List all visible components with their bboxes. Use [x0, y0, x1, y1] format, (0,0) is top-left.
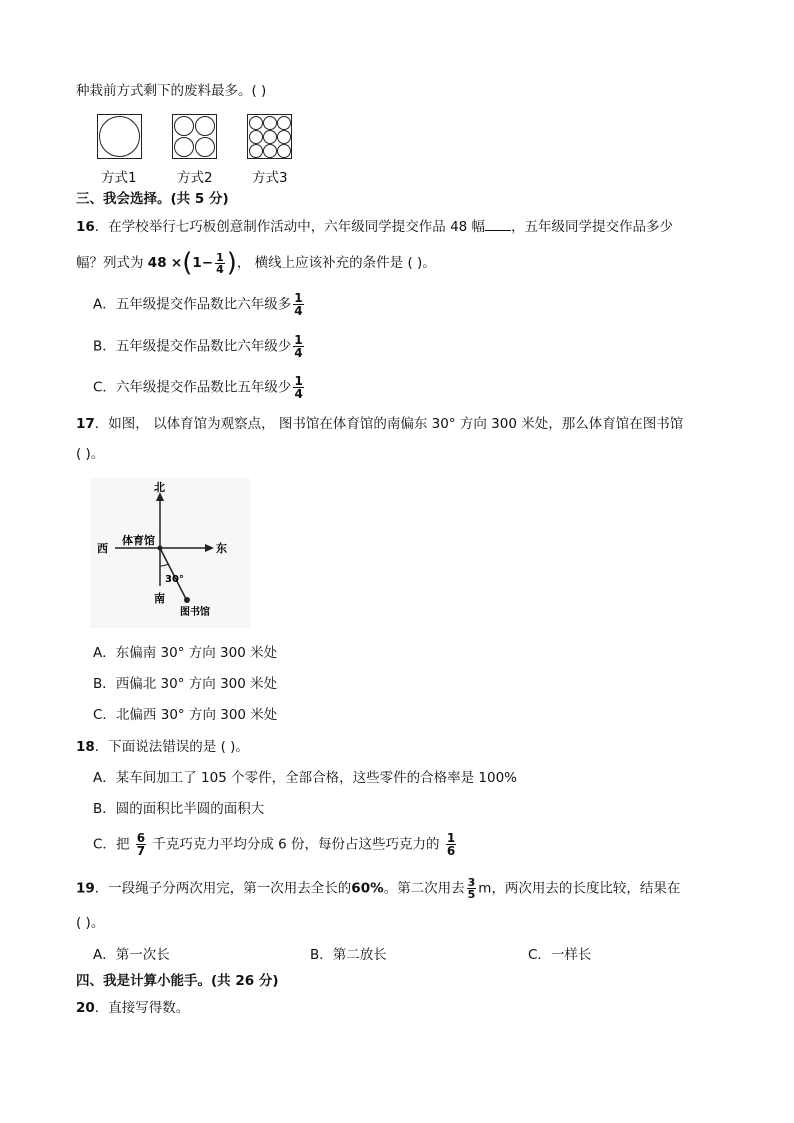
q17-text: 如图， 以体育馆为观察点， 图书馆在体育馆的南偏东 30° 方向 300 米处，那么体育馆在图书馆	[108, 416, 684, 432]
fraction: $\frac{1}{4}$	[294, 374, 303, 401]
unit: m	[478, 880, 492, 897]
circle	[249, 130, 263, 144]
circle	[263, 144, 277, 158]
fraction: $\frac{1}{4}$	[294, 333, 303, 360]
option-c[interactable]: C．一样长	[528, 947, 592, 963]
question-18-line1: 18．下面说法错误的是 ( )。	[76, 739, 249, 755]
q16-text-d: ， 横线上应该补充的条件是 ( )。	[236, 255, 436, 271]
option-b[interactable]: B．圆的面积比半圆的面积大	[93, 801, 265, 817]
east-label: 东	[216, 542, 227, 555]
fraction: $\frac{3}{5}$	[467, 876, 476, 901]
answer-blank[interactable]	[485, 218, 511, 231]
option-b[interactable]: B．第二放长	[310, 947, 387, 963]
question-16-line1: 16．在学校举行七巧板创意制作活动中，六年级同学提交作品 48 幅 ，五年级同学提交作品多少	[76, 219, 674, 235]
q16-text-b: ，五年级同学提交作品多少	[511, 219, 674, 235]
question-19-line1: 19．一段绳子分两次用完，第一次用去全长的60%。第二次用去 $\frac{3}{5}$ m，两次用去的长度比较，结果在	[76, 876, 681, 901]
question-19-line2: ( )。	[76, 915, 105, 931]
fraction: $\frac{1}{4}$	[294, 291, 303, 318]
circle	[195, 116, 215, 136]
figure-caption: 方式3	[252, 170, 288, 186]
south-label: 南	[154, 592, 165, 605]
option-c[interactable]: C．六年级提交作品数比五年级少 $\frac{1}{4}$	[93, 374, 303, 401]
left-paren: (	[182, 248, 193, 278]
circle	[99, 116, 140, 157]
fraction: $\frac{6}{7}$	[136, 831, 146, 858]
q16-text-c: 幅？列式为	[76, 255, 144, 271]
circle	[195, 137, 215, 157]
option-a[interactable]: A．五年级提交作品数比六年级多 $\frac{1}{4}$	[93, 291, 303, 318]
q19-text-a: 一段绳子分两次用完，第一次用去全长的	[108, 880, 352, 897]
figure-caption: 方式1	[101, 170, 137, 186]
option-c[interactable]: C．把 $\frac{6}{7}$ 千克巧克力平均分成 6 份，每份占这些巧克力的 $\frac{1}{6}$	[93, 831, 456, 858]
question-16-line2	[76, 250, 436, 276]
question-number: 20	[76, 1000, 95, 1016]
circle	[263, 130, 277, 144]
question-number: 18	[76, 739, 95, 755]
fraction: $\frac{1}{6}$	[446, 831, 456, 858]
library-point	[184, 597, 190, 603]
option-a[interactable]: A．某车间加工了 105 个零件，全部合格，这些零件的合格率是 100%	[93, 770, 517, 786]
north-label: 北	[154, 481, 165, 494]
q18-text: 下面说法错误的是 ( )。	[108, 739, 249, 755]
circle	[174, 137, 194, 157]
question-20: 20．直接写得数。	[76, 1000, 190, 1016]
intro-line: 种栽前方式剩下的废料最多。( )	[76, 83, 267, 99]
q20-text: 直接写得数。	[108, 1000, 190, 1016]
percent-value: 60%	[351, 880, 384, 897]
circle	[249, 144, 263, 158]
times-sign: ×	[170, 255, 183, 271]
question-number: 16	[76, 219, 95, 235]
section-title: 三、我会选择。(共 5 分)	[76, 191, 229, 207]
option-b[interactable]: B．西偏北 30° 方向 300 米处	[93, 676, 278, 692]
circle	[277, 144, 291, 158]
question-17-line2: ( )。	[76, 446, 105, 462]
circle	[249, 116, 263, 130]
option-a[interactable]: A．东偏南 30° 方向 300 米处	[93, 645, 278, 661]
q19-text-c: ，两次用去的长度比较，结果在	[491, 880, 681, 897]
minus-sign: −	[201, 255, 214, 271]
option-b[interactable]: B．五年级提交作品数比六年级少 $\frac{1}{4}$	[93, 333, 303, 360]
q16-text-a: 在学校举行七巧板创意制作活动中，六年级同学提交作品 48 幅	[108, 219, 486, 235]
question-number: 17	[76, 416, 95, 432]
section-title: 四、我是计算小能手。(共 26 分)	[76, 973, 279, 989]
compass-diagram	[90, 478, 250, 628]
option-a[interactable]: A．第一次长	[93, 947, 170, 963]
question-17-line1: 17．如图， 以体育馆为观察点， 图书馆在体育馆的南偏东 30° 方向 300 米处，那么体育馆在图书馆	[76, 416, 684, 432]
figure-caption: 方式2	[177, 170, 213, 186]
formula-number: 48	[147, 255, 167, 271]
circle	[277, 116, 291, 130]
circle	[277, 130, 291, 144]
target-label: 图书馆	[180, 607, 210, 618]
q19-text-b: 。第二次用去	[383, 880, 465, 897]
question-number: 19	[76, 880, 95, 897]
option-c[interactable]: C．北偏西 30° 方向 300 米处	[93, 707, 278, 723]
west-label: 西	[97, 542, 108, 555]
right-paren: )	[226, 248, 237, 278]
fraction: $\frac{1}{4}$	[216, 250, 224, 276]
formula-one: 1	[192, 255, 202, 271]
circle	[263, 116, 277, 130]
center-label: 体育馆	[122, 534, 155, 547]
circle	[174, 116, 194, 136]
angle-label: 30°	[165, 574, 184, 585]
